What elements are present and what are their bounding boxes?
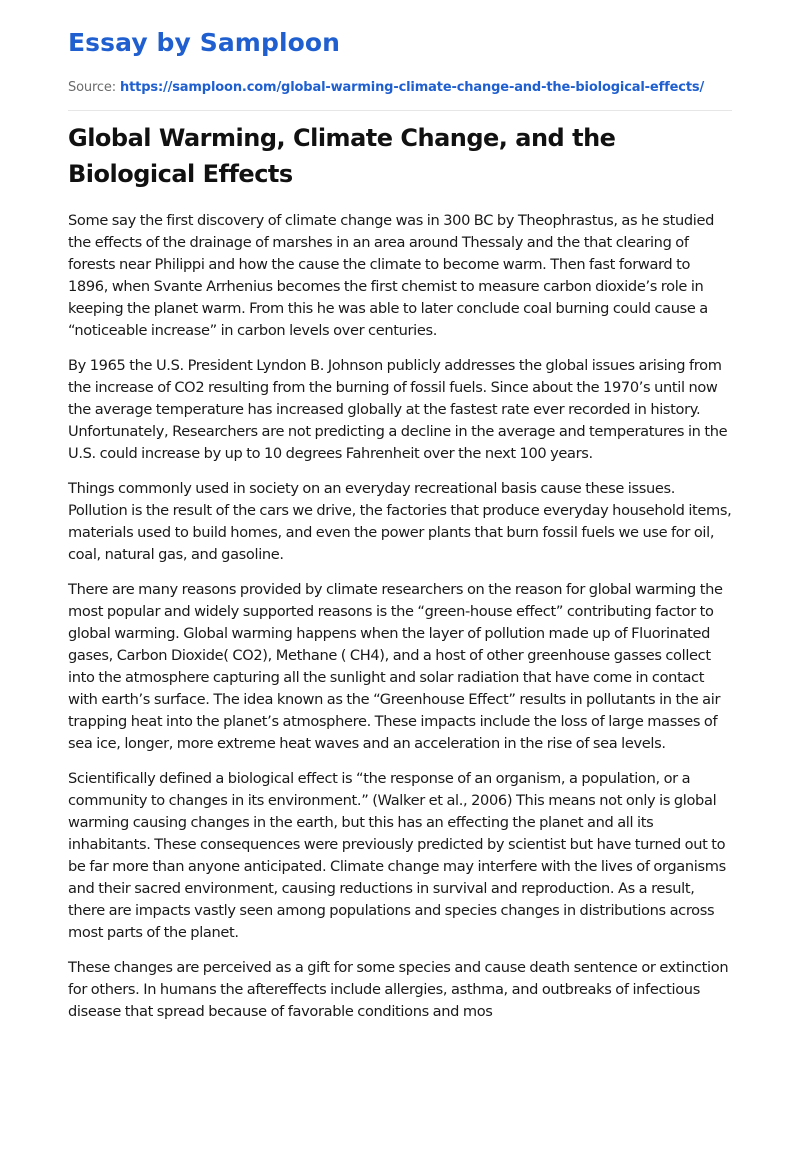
essay-paragraph-4: There are many reasons provided by climate researchers on the reason for global warming the most popular and widely supported reasons is the “green-house effect” contributing factor to global warming. Global warming happens when the layer of pollution made up of Fluorinated gases, Carbon Dioxide( CO2), Methane ( CH4), and a host of other greenhouse gasses collect into the atmosphere capturing all the sunlight and solar radiation that have come in contact with earth’s surface. The idea known as the “Greenhouse Effect” results in pollutants in the air trapping heat into the planet’s atmosphere. These impacts include the loss of large masses of sea ice, longer, more extreme heat waves and an acceleration in the rise of sea levels. [68, 581, 723, 752]
source-line [68, 79, 732, 97]
essay-paragraph-3: Things commonly used in society on an everyday recreational basis cause these issues. Pollution is the result of the cars we drive, the factories that produce everyday household items, materials used to build homes, and even the power plants that burn fossil fuels we use for oil, coal, natural gas, and gasoline. [68, 480, 732, 563]
essay-body [68, 210, 732, 1036]
essay-paragraph-6: These changes are perceived as a gift for some species and cause death sentence or extinction for others. In humans the aftereffects include allergies, asthma, and outbreaks of infectious disease that spread because of favorable conditions and mos [68, 959, 729, 1020]
essay-paragraph-2: By 1965 the U.S. President Lyndon B. Johnson publicly addresses the global issues arising from the increase of CO2 resulting from the burning of fossil fuels. Since about the 1970’s until now the average temperature has increased globally at the fastest rate ever recorded in history. Unfortunately, Researchers are not predicting a decline in the average and temperatures in the U.S. could increase by up to 10 degrees Fahrenheit over the next 100 years. [68, 357, 728, 462]
essay-paragraph-1: Some say the first discovery of climate change was in 300 BC by Theophrastus, as he studied the effects of the drainage of marshes in an area around Thessaly and the that clearing of forests near Philippi and how the cause the climate to become warm. Then fast forward to 1896, when Svante Arrhenius becomes the first chemist to measure carbon dioxide’s role in keeping the planet warm. From this he was able to later conclude coal burning could cause a “noticeable increase” in carbon levels over centuries. [68, 212, 715, 339]
brand-title: Essay by Samploon [68, 28, 341, 57]
source-link[interactable]: https://samploon.com/global-warming-climate-change-and-the-biological-effects/ [119, 80, 705, 95]
header-divider [68, 110, 732, 111]
essay-paragraph-5: Scientifically defined a biological effect is “the response of an organism, a population, or a community to changes in its environment.” (Walker et al., 2006) This means not only is global warming causing changes in the earth, but this has an effecting the planet and all its inhabitants. These consequences were previously predicted by scientist but have turned out to be far more than anyone anticipated. Climate change may interfere with the lives of organisms and their sacred environment, causing reductions in survival and reproduction. As a result, there are impacts vastly seen among populations and species changes in distributions across most parts of the planet. [68, 770, 726, 941]
source-label: Source: [68, 80, 116, 95]
essay-title: Global Warming, Climate Change, and the Biological Effects [68, 124, 616, 188]
